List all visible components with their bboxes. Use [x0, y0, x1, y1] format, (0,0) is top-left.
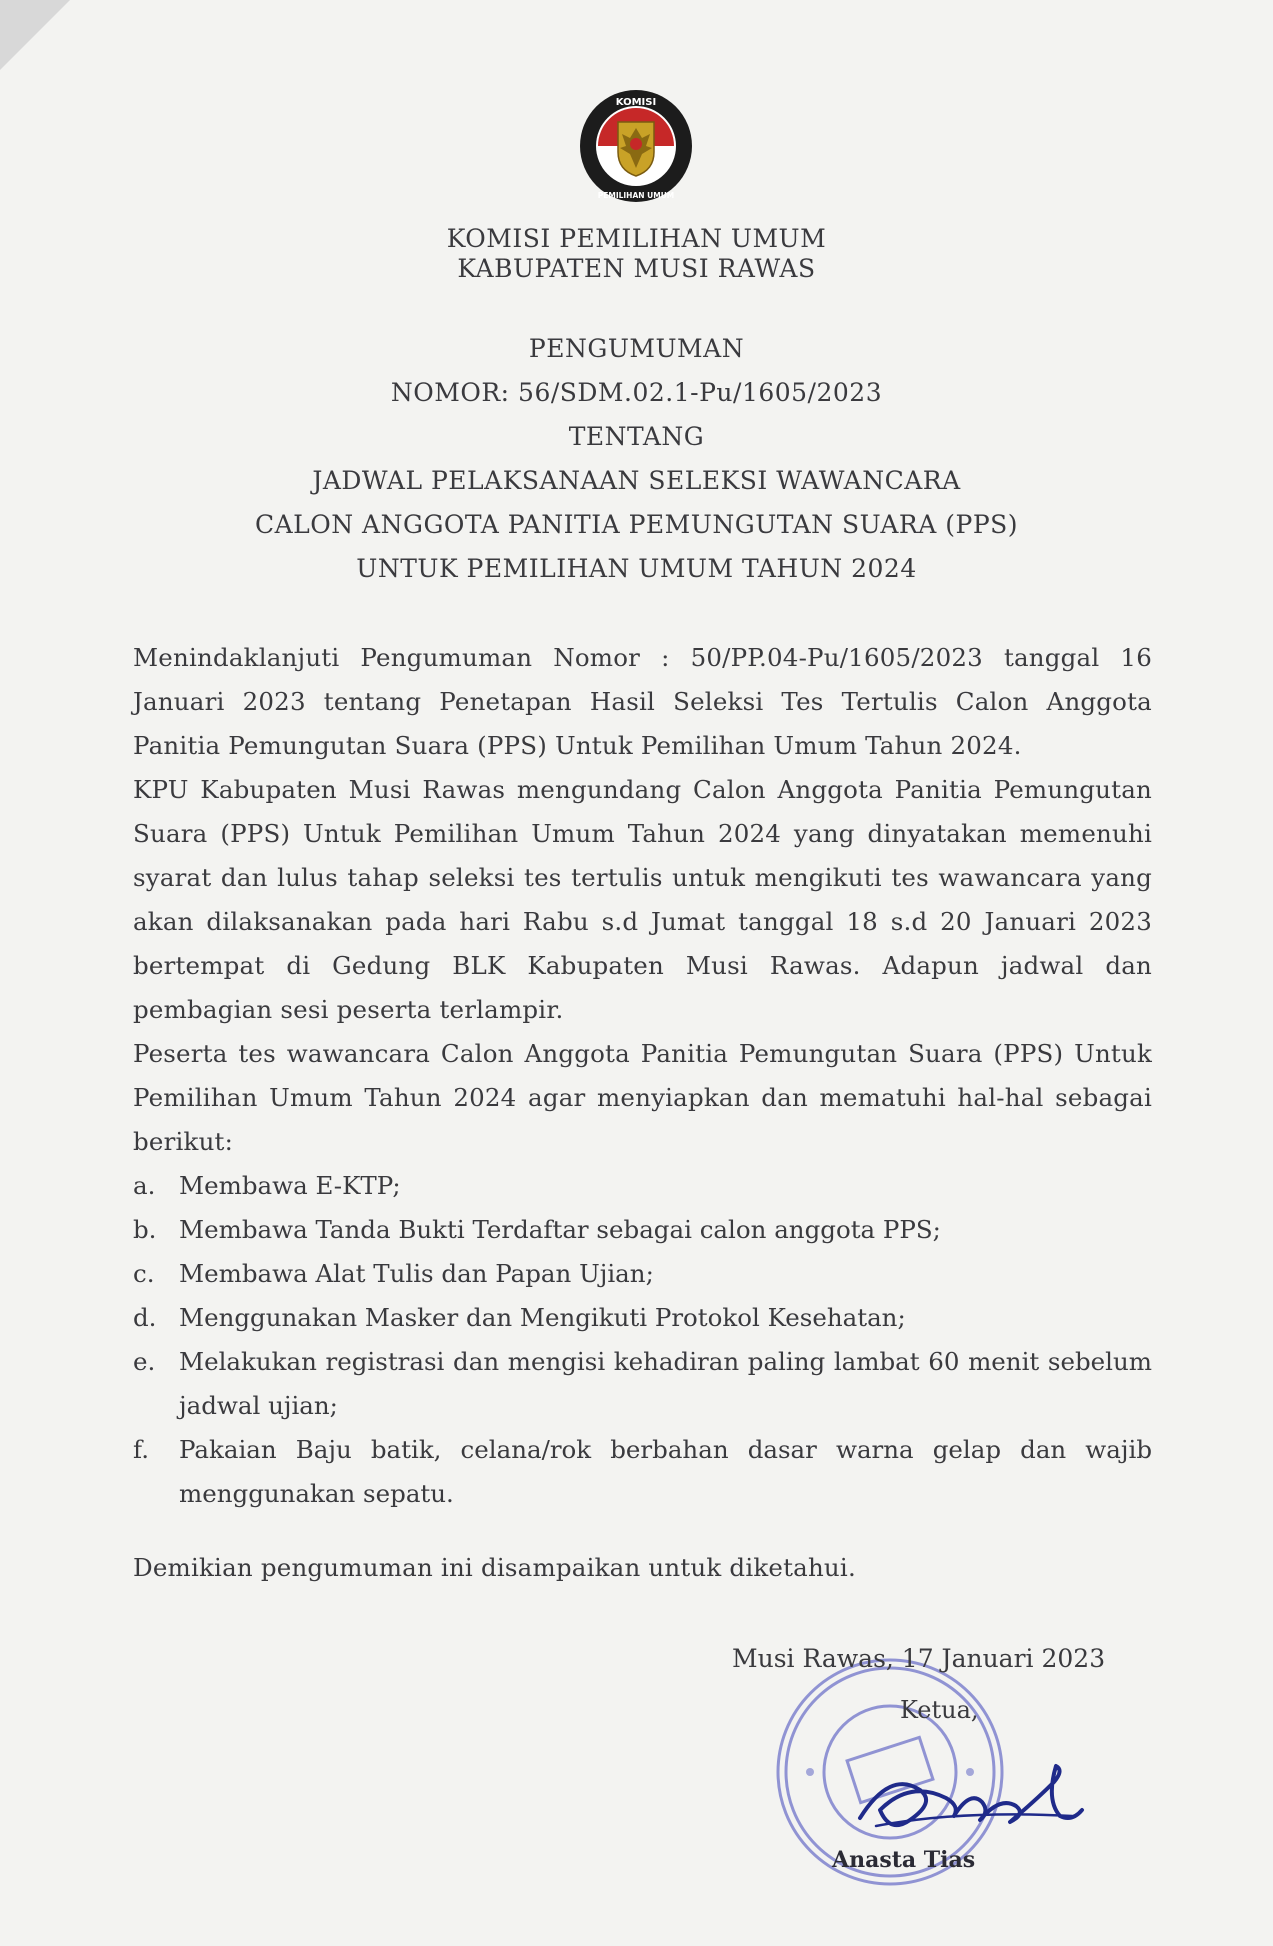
- list-marker: a.: [133, 1171, 156, 1200]
- institution-region: KABUPATEN MUSI RAWAS: [457, 254, 816, 283]
- document-about: TENTANG: [568, 422, 705, 451]
- page-corner-fold: [0, 0, 70, 70]
- svg-text:PEMILIHAN UMUM: PEMILIHAN UMUM: [597, 191, 675, 200]
- handwritten-signature-icon: [850, 1740, 1090, 1850]
- paragraph-invitation: KPU Kabupaten Musi Rawas mengundang Calon Anggota Panitia Pemungutan Suara (PPS) Untuk Pemilihan Umum Tahun 2024 yang dinyatakan memenuhi syarat dan lulus tahap seleksi tes tertulis untuk mengikuti tes wawancara yang akan dilaksanakan pada hari Rabu s.d Jumat tanggal 18 s.d 20 Januari 2023 bertempat di Gedung BLK Kabupaten Musi Rawas. Adapun jadwal dan pembagian sesi peserta terlampir.: [133, 775, 1152, 1024]
- svg-text:KOMISI: KOMISI: [615, 97, 657, 108]
- paragraph-reference: Menindaklanjuti Pengumuman Nomor : 50/PP.04-Pu/1605/2023 tanggal 16 Januari 2023 tentang Penetapan Hasil Seleksi Tes Tertulis Calon Anggota Panitia Pemungutan Suara (PPS) Untuk Pemilihan Umum Tahun 2024.: [133, 643, 1152, 760]
- subject-line-2: CALON ANGGOTA PANITIA PEMUNGUTAN SUARA (PPS): [254, 510, 1019, 539]
- document-number: NOMOR: 56/SDM.02.1-Pu/1605/2023: [390, 378, 883, 407]
- institution-name: KOMISI PEMILIHAN UMUM: [446, 224, 827, 253]
- list-text: Melakukan registrasi dan mengisi kehadiran paling lambat 60 menit sebelum jadwal ujian;: [179, 1347, 1152, 1420]
- document-type: PENGUMUMAN: [528, 334, 745, 363]
- signatory-role: Ketua,: [900, 1696, 979, 1724]
- subject-line-1: JADWAL PELAKSANAAN SELEKSI WAWANCARA: [312, 466, 961, 495]
- list-text: Membawa E-KTP;: [179, 1171, 401, 1200]
- subject-line-3: UNTUK PEMILIHAN UMUM TAHUN 2024: [356, 554, 917, 583]
- list-marker: e.: [133, 1347, 156, 1376]
- list-text: Pakaian Baju batik, celana/rok berbahan dasar warna gelap dan wajib menggunakan sepatu.: [179, 1435, 1152, 1508]
- list-text: Membawa Alat Tulis dan Papan Ujian;: [179, 1259, 654, 1288]
- list-text: Menggunakan Masker dan Mengikuti Protokol Kesehatan;: [179, 1303, 906, 1332]
- list-marker: c.: [133, 1259, 155, 1288]
- list-marker: b.: [133, 1215, 157, 1244]
- list-text: Membawa Tanda Bukti Terdaftar sebagai calon anggota PPS;: [179, 1215, 941, 1244]
- signature-place-date: Musi Rawas, 17 Januari 2023: [732, 1644, 1106, 1673]
- signatory-name: Anasta Tias: [832, 1847, 976, 1873]
- list-marker: d.: [133, 1303, 157, 1332]
- list-marker: f.: [133, 1435, 149, 1464]
- kpu-logo-icon: [578, 88, 694, 204]
- paragraph-requirements-intro: Peserta tes wawancara Calon Anggota Panitia Pemungutan Suara (PPS) Untuk Pemilihan Umum Tahun 2024 agar menyiapkan dan mematuhi hal-hal sebagai berikut:: [133, 1039, 1152, 1156]
- closing-statement: Demikian pengumuman ini disampaikan untuk diketahui.: [133, 1553, 856, 1582]
